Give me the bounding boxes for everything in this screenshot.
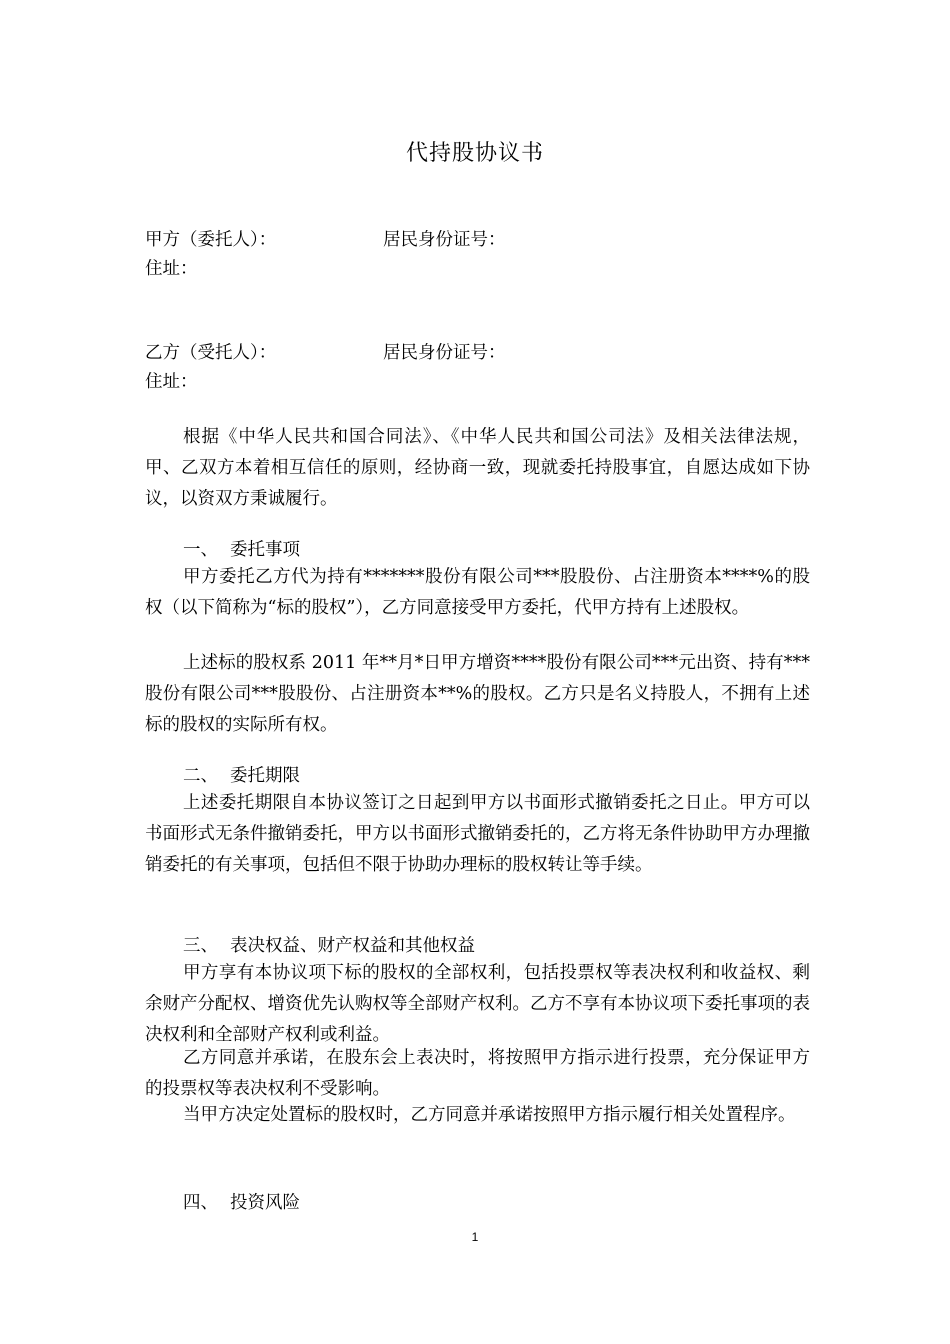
section-3-paragraph-2: 乙方同意并承诺，在股东会上表决时，将按照甲方指示进行投票，充分保证甲方的投票权等表决权利不受影响。	[145, 1048, 810, 1099]
section-number: 三、	[183, 936, 218, 956]
section-heading-3	[183, 933, 475, 959]
section-number: 一、	[183, 540, 218, 560]
document-title: 代持股协议书	[405, 141, 544, 166]
party-b-label: 乙方（受托人）：	[145, 343, 277, 363]
section-title: 委托事项	[230, 540, 300, 560]
section-heading-4	[183, 1190, 300, 1216]
section-heading-2	[183, 763, 300, 789]
section-1-paragraph-1: 甲方委托乙方代为持有*******股份有限公司***股股份、占注册资本****%的股权（以下简称为“标的股权”），乙方同意接受甲方委托，代甲方持有上述股权。	[145, 567, 810, 618]
section-title: 委托期限	[230, 766, 300, 786]
party-b-id-label: 居民身份证号：	[383, 343, 506, 363]
party-a-label: 甲方（委托人）：	[145, 230, 277, 250]
section-heading-1	[183, 537, 300, 563]
party-a-address-label: 住址：	[145, 259, 198, 279]
section-number: 四、	[183, 1193, 218, 1213]
section-2-paragraph-1: 上述委托期限自本协议签订之日起到甲方以书面形式撤销委托之日止。甲方可以书面形式无条件撤销委托，甲方以书面形式撤销委托的，乙方将无条件协助甲方办理撤销委托的有关事项，包括但不限于协助办理标的股权转让等手续。	[145, 793, 810, 875]
section-number: 二、	[183, 766, 218, 786]
page-number: 1	[471, 1230, 479, 1244]
section-title: 投资风险	[230, 1193, 300, 1213]
section-1-paragraph-2: 上述标的股权系 2011 年**月*日甲方增资****股份有限公司***元出资、持有***股份有限公司***股股份、占注册资本**%的股权。乙方只是名义持股人，不拥有上述标的股权的实际所有权。	[145, 653, 810, 735]
section-title: 表决权益、财产权益和其他权益	[230, 936, 475, 956]
section-3-paragraph-3: 当甲方决定处置标的股权时，乙方同意并承诺按照甲方指示履行相关处置程序。	[183, 1105, 796, 1125]
section-3-paragraph-1: 甲方享有本协议项下标的股权的全部权利，包括投票权等表决权利和收益权、剩余财产分配权、增资优先认购权等全部财产权利。乙方不享有本协议项下委托事项的表决权利和全部财产权利或利益。	[145, 963, 810, 1045]
preamble-paragraph: 根据《中华人民共和国合同法》、《中华人民共和国公司法》及相关法律法规，甲、乙双方本着相互信任的原则，经协商一致，现就委托持股事宜，自愿达成如下协议，以资双方秉诚履行。	[145, 427, 810, 509]
party-b-address-label: 住址：	[145, 372, 198, 392]
party-a-id-label: 居民身份证号：	[383, 230, 506, 250]
